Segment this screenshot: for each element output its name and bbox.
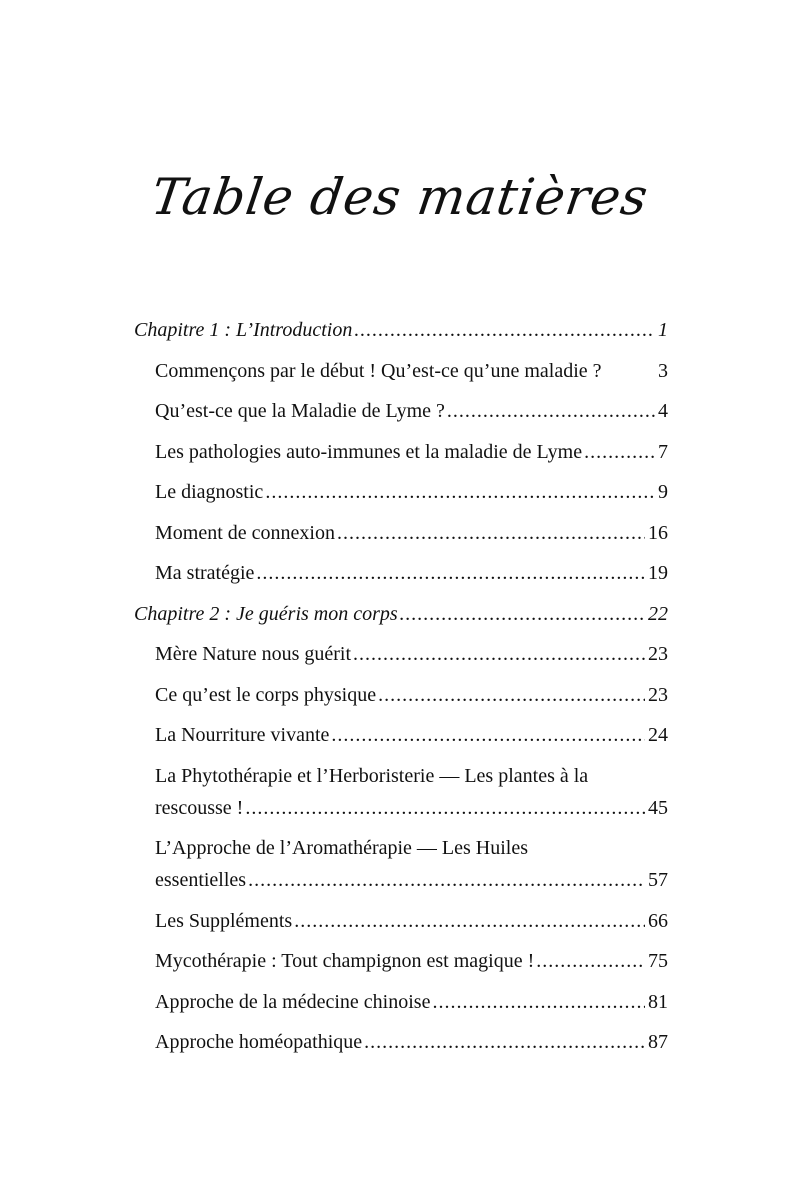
- toc-entry[interactable]: [155, 683, 668, 707]
- toc-page-number: 7: [658, 440, 668, 463]
- toc-page-number: 87: [648, 1031, 668, 1053]
- toc-page-number: 4: [658, 400, 668, 422]
- toc-page-number: 24: [648, 724, 668, 746]
- toc-entry[interactable]: [155, 764, 668, 820]
- toc-page-number: 75: [648, 950, 668, 972]
- toc-entry-label: Moment de connexion: [155, 521, 335, 544]
- toc-page-number: 23: [648, 643, 668, 665]
- toc-entry-label: Approche de la médecine chinoise: [155, 990, 431, 1013]
- dot-leader: [248, 868, 645, 892]
- toc-entry-label-line1: L’Approche de l’Aromathérapie — Les Huiles: [155, 837, 529, 859]
- toc-page-number: 19: [648, 562, 668, 584]
- toc-page-number: 57: [648, 869, 668, 891]
- dot-leader: [432, 990, 645, 1014]
- toc-entry-label: Le diagnostic: [155, 481, 264, 503]
- toc-entry-label: La Nourriture vivante: [155, 724, 330, 746]
- toc-entry-label: Mère Nature nous guérit: [155, 643, 352, 665]
- dot-leader: [354, 318, 655, 342]
- toc-entry[interactable]: [155, 836, 668, 892]
- dot-leader: [294, 909, 645, 933]
- toc-page-number: 66: [648, 909, 668, 932]
- toc-page-number: 22: [648, 602, 668, 625]
- dot-leader: [337, 521, 645, 545]
- page-title: Table des matières: [147, 168, 653, 226]
- toc-entry-label: Ma stratégie: [155, 562, 255, 584]
- dot-leader: [400, 602, 645, 626]
- toc-entry[interactable]: [155, 399, 668, 423]
- toc-entry-label: Les Suppléments: [155, 909, 293, 932]
- toc-entry[interactable]: [155, 642, 668, 666]
- toc-entry[interactable]: [155, 1030, 668, 1054]
- dot-leader: [245, 796, 645, 820]
- toc-entry-label-line2: essentielles: [155, 869, 247, 891]
- toc-chapter-1[interactable]: [134, 318, 668, 342]
- toc-entry[interactable]: [155, 990, 668, 1014]
- dot-leader: [447, 399, 655, 423]
- toc-page-number: 9: [658, 481, 668, 503]
- toc-page-number: 23: [648, 683, 668, 706]
- toc-entry[interactable]: [155, 909, 668, 933]
- toc-page-number: 16: [648, 521, 668, 544]
- toc-entry-label: Chapitre 2 : Je guéris mon corps: [134, 602, 398, 625]
- toc-page-number: 1: [658, 319, 668, 341]
- toc-entry[interactable]: [155, 359, 668, 383]
- toc-entry-label-line1: La Phytothérapie et l’Herboristerie — Les plantes à la: [155, 764, 589, 787]
- toc-entry[interactable]: [155, 480, 668, 504]
- toc-entry-label: Qu’est-ce que la Maladie de Lyme ?: [155, 400, 445, 422]
- toc-entry-label: Mycothérapie : Tout champignon est magique !: [155, 950, 535, 972]
- toc-page-number: 81: [648, 990, 668, 1013]
- toc-entry[interactable]: [155, 949, 668, 973]
- toc-entry[interactable]: [155, 440, 668, 464]
- toc-page-number: 45: [648, 796, 668, 819]
- dot-leader: [265, 480, 655, 504]
- toc-entry[interactable]: [155, 561, 668, 585]
- dot-leader: [353, 642, 645, 666]
- toc-entry-label-line2: rescousse !: [155, 796, 244, 819]
- toc-page-number: 3: [658, 359, 668, 382]
- toc-entry-label: Commençons par le début ! Qu’est-ce qu’une maladie ?: [155, 359, 602, 382]
- dot-leader: [331, 723, 645, 747]
- toc-entry-label: Approche homéopathique: [155, 1031, 363, 1053]
- toc-entry-label: Chapitre 1 : L’Introduction: [134, 319, 353, 341]
- toc-chapter-2[interactable]: [134, 602, 668, 626]
- dot-leader: [378, 683, 645, 707]
- toc-entry-label: Les pathologies auto-immunes et la maladie de Lyme: [155, 440, 583, 463]
- dot-leader: [536, 949, 645, 973]
- dot-leader: [364, 1030, 645, 1054]
- toc-entry[interactable]: [155, 723, 668, 747]
- toc-entry[interactable]: [155, 521, 668, 545]
- dot-leader: [256, 561, 645, 585]
- dot-leader: [584, 440, 655, 464]
- table-of-contents: [134, 318, 668, 1071]
- toc-entry-label: Ce qu’est le corps physique: [155, 683, 377, 706]
